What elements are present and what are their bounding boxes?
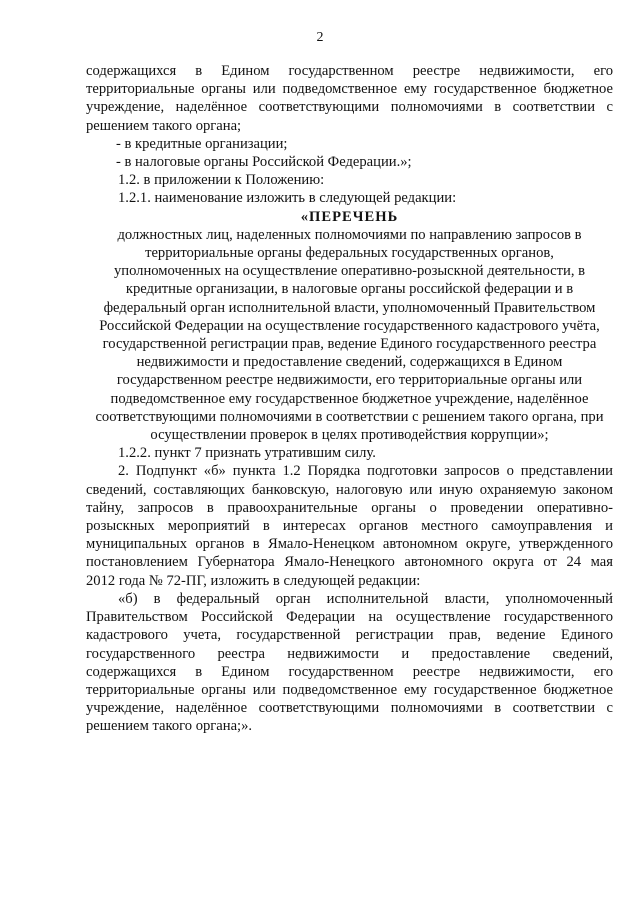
text-line: тайну, запросов в правоохранительные органы о проведении оперативно-: [86, 499, 613, 516]
heading-line: подведомственное ему государственное бюджетное учреждение, наделённое: [110, 390, 589, 407]
page-number: 2: [316, 30, 324, 45]
continuation-paragraph: [86, 62, 613, 135]
text-line: Правительством Российской Федерации на осуществление государственного: [86, 609, 613, 626]
text-line: 2012 года № 72-ПГ, изложить в следующей редакции:: [86, 572, 421, 589]
text-line: розыскных мероприятий в интересах органов местного самоуправления и: [86, 518, 613, 535]
heading-line: уполномоченных на осуществление оперативно-розыскной деятельности, в: [113, 263, 586, 280]
heading-line: государственной регистрации прав, ведение Единого государственного реестра: [102, 336, 597, 353]
list-item: - в кредитные организации;: [116, 135, 288, 152]
subparagraph-b: [86, 590, 613, 736]
text-line: государственного реестра недвижимости и предоставление сведений,: [86, 645, 613, 662]
heading-line: федеральный орган исполнительной власти, уполномоченный Правительством: [103, 299, 596, 316]
text-line: муниципальных органов в Ямало-Ненецком автономном округе, утвержденного: [86, 536, 613, 553]
heading-line: соответствующими полномочиями в соответствии с решением такого органа, при: [95, 408, 604, 425]
heading-line: территориальные органы федеральных государственных органов,: [145, 245, 554, 262]
heading-line: кредитные организации, в налоговые органы российской федерации и в: [125, 281, 574, 298]
text-line: 2. Подпункт «б» пункта 1.2 Порядка подготовки запросов о представлении: [118, 463, 613, 480]
heading-line: Российской Федерации на осуществление государственного кадастрового учёта,: [99, 317, 600, 334]
document-body: [86, 62, 613, 736]
heading-title: «ПЕРЕЧЕНЬ: [300, 208, 399, 225]
text-line: содержащихся в Едином государственном реестре недвижимости, его: [86, 663, 613, 680]
item-1-2-1: 1.2.1. наименование изложить в следующей редакции:: [118, 190, 457, 207]
text-line: содержащихся в Едином государственном реестре недвижимости, его: [86, 63, 613, 79]
heading-line: государственном реестре недвижимости, его территориальные органы или: [116, 372, 583, 389]
text-line: решением такого органа;».: [86, 718, 253, 735]
text-line: учреждение, наделённое соответствующими полномочиями в соответствии с: [86, 99, 613, 116]
list-item: - в налоговые органы Российской Федерации.»;: [116, 154, 412, 171]
text-line: территориальные органы или подведомственное ему государственное бюджетное: [86, 681, 613, 698]
paragraph-2: [86, 462, 613, 589]
text-line: «б) в федеральный орган исполнительной власти, уполномоченный: [118, 590, 613, 607]
heading-line: осуществлении проверок в целях противодействия коррупции»;: [150, 427, 549, 444]
item-1-2-2: 1.2.2. пункт 7 признать утратившим силу.: [118, 445, 376, 462]
item-1-2: 1.2. в приложении к Положению:: [118, 172, 325, 189]
text-line: сведений, составляющих банковскую, налоговую или иную охраняемую законом: [86, 481, 613, 498]
text-line: постановлением Губернатора Ямало-Ненецкого автономного округа от 24 мая: [86, 554, 613, 571]
heading-line: недвижимости и предоставление сведений, содержащихся в Едином: [136, 354, 563, 371]
list-heading: [86, 208, 613, 445]
text-line: кадастрового учета, государственной регистрации прав, ведение Единого: [86, 627, 613, 644]
text-line: территориальные органы или подведомственное ему государственное бюджетное: [86, 81, 613, 98]
text-line: решением такого органа;: [86, 117, 242, 134]
heading-line: должностных лиц, наделенных полномочиями по направлению запросов в: [117, 226, 582, 243]
text-line: учреждение, наделённое соответствующими полномочиями в соответствии с: [86, 700, 613, 717]
